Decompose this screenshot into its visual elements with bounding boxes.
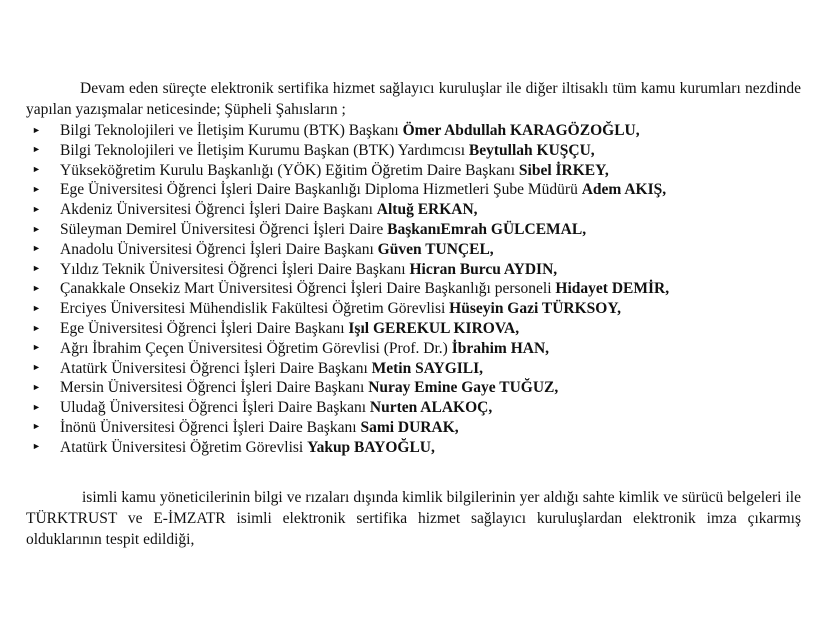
triangle-bullet-icon: ► — [32, 203, 41, 214]
person-title: Ege Üniversitesi Öğrenci İşleri Daire Başkanlığı Diploma Hizmetleri Şube Müdürü — [60, 181, 582, 199]
list-item — [32, 161, 807, 181]
triangle-bullet-icon: ► — [32, 282, 41, 293]
person-name: Metin SAYGILI, — [371, 359, 484, 377]
person-name: Yakup BAYOĞLU, — [307, 438, 435, 456]
person-name: Adem AKIŞ, — [581, 181, 667, 199]
person-name: Hidayet DEMİR, — [555, 280, 670, 298]
list-item — [32, 279, 807, 299]
person-title: Mersin Üniversitesi Öğrenci İşleri Daire Başkanı — [60, 379, 369, 397]
person-title: Atatürk Üniversitesi Öğrenci İşleri Daire Başkanı — [60, 359, 372, 377]
intro-paragraph: Devam eden süreçte elektronik sertifika hizmet sağlayıcı kuruluşlar ile diğer iltisaklı tüm kamu kurumları nezdinde yapılan yazışmalar neticesinde; Şüpheli Şahısların ; — [26, 80, 801, 118]
list-item — [32, 438, 807, 458]
person-name: Sibel İRKEY, — [518, 161, 609, 179]
triangle-bullet-icon: ► — [32, 223, 41, 234]
triangle-bullet-icon: ► — [32, 124, 41, 135]
person-name: Nurten ALAKOÇ, — [369, 399, 493, 417]
person-name: Nuray Emine Gaye TUĞUZ, — [368, 379, 559, 397]
person-title: Akdeniz Üniversitesi Öğrenci İşleri Daire Başkanı — [60, 201, 377, 219]
triangle-bullet-icon: ► — [32, 164, 41, 175]
person-title: Yıldız Teknik Üniversitesi Öğrenci İşleri Daire Başkanı — [60, 260, 410, 278]
person-title: Yükseköğretim Kurulu Başkanlığı (YÖK) Eğitim Öğretim Daire Başkanı — [60, 161, 519, 179]
person-name: BaşkanıEmrah GÜLCEMAL, — [387, 220, 587, 238]
person-name: Ömer Abdullah KARAGÖZOĞLU, — [402, 122, 640, 139]
triangle-bullet-icon: ► — [32, 342, 41, 353]
list-item — [32, 180, 807, 200]
suspect-list — [32, 121, 807, 458]
list-item — [32, 260, 807, 280]
list-item — [32, 141, 807, 161]
triangle-bullet-icon: ► — [32, 302, 41, 313]
list-item — [32, 220, 807, 240]
triangle-bullet-icon: ► — [32, 362, 41, 373]
person-name: Sami DURAK, — [360, 418, 459, 436]
triangle-bullet-icon: ► — [32, 401, 41, 412]
person-name: Güven TUNÇEL, — [377, 240, 494, 258]
list-item — [32, 398, 807, 418]
conclusion-paragraph: isimli kamu yöneticilerinin bilgi ve rızaları dışında kimlik bilgilerinin yer aldığı sahte kimlik ve sürücü belgeleri ile TÜRKTRUST ve E-İMZATR isimli elektronik sertifika hizmet sağlayıcı kuruluşlardan elektronik imza çıkarmış olduklarının tespit edildiği, — [26, 489, 801, 548]
person-title: Ege Üniversitesi Öğrenci İşleri Daire Başkanı — [60, 319, 349, 337]
list-item — [32, 200, 807, 220]
triangle-bullet-icon: ► — [32, 263, 41, 274]
triangle-bullet-icon: ► — [32, 183, 41, 194]
person-title: Anadolu Üniversitesi Öğrenci İşleri Daire Başkanı — [60, 240, 378, 258]
person-title: Uludağ Üniversitesi Öğrenci İşleri Daire Başkanı — [60, 399, 370, 417]
person-title: Çanakkale Onsekiz Mart Üniversitesi Öğrenci İşleri Daire Başkanlığı personeli — [60, 280, 556, 298]
triangle-bullet-icon: ► — [32, 381, 41, 392]
person-name: Altuğ ERKAN, — [376, 201, 478, 219]
list-item — [32, 378, 807, 398]
person-title: Atatürk Üniversitesi Öğretim Görevlisi — [60, 438, 308, 456]
triangle-bullet-icon: ► — [32, 441, 41, 452]
triangle-bullet-icon: ► — [32, 144, 41, 155]
person-title: İnönü Üniversitesi Öğrenci İşleri Daire Başkanı — [60, 418, 361, 436]
person-name: Hicran Burcu AYDIN, — [409, 260, 558, 278]
list-item — [32, 418, 807, 438]
person-title: Bilgi Teknolojileri ve İletişim Kurumu Başkan (BTK) Yardımcısı — [60, 141, 469, 159]
person-title: Süleyman Demirel Üniversitesi Öğrenci İşleri Daire — [60, 220, 388, 238]
list-item — [32, 121, 807, 141]
person-name: İbrahim HAN, — [451, 339, 550, 357]
list-item — [32, 339, 807, 359]
person-title: Ağrı İbrahim Çeçen Üniversitesi Öğretim Görevlisi (Prof. Dr.) — [60, 339, 452, 357]
list-item — [32, 299, 807, 319]
list-item — [32, 359, 807, 379]
person-name: Hüseyin Gazi TÜRKSOY, — [449, 300, 622, 318]
person-title: Erciyes Üniversitesi Mühendislik Fakültesi Öğretim Görevlisi — [60, 300, 450, 318]
list-item — [32, 319, 807, 339]
person-title: Bilgi Teknolojileri ve İletişim Kurumu (BTK) Başkanı — [60, 122, 403, 139]
triangle-bullet-icon: ► — [32, 243, 41, 254]
person-name: Beytullah KUŞÇU, — [468, 141, 595, 159]
triangle-bullet-icon: ► — [32, 421, 41, 432]
list-item — [32, 240, 807, 260]
person-name: Işıl GEREKUL KIROVA, — [348, 319, 520, 337]
triangle-bullet-icon: ► — [32, 322, 41, 333]
